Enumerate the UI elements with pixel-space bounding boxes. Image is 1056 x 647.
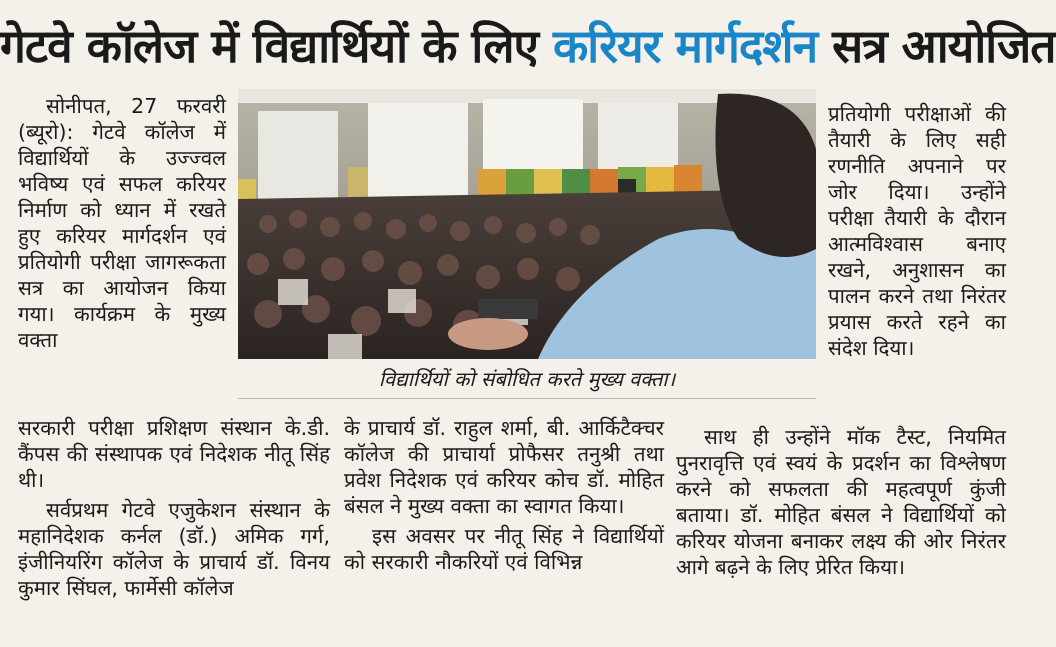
article-paragraph-strategy: प्रतियोगी परीक्षाओं की तैयारी के लिए सही रणनीति अपनाने पर जोर दिया। उन्होंने परीक्षा तैयारी के दौरान आत्मविश्वास बनाए रखने, अनुशासन का पालन करने तथा निरंतर प्रयास करते रहने का संदेश दिया। <box>828 102 1006 360</box>
article-paragraph-welcome: सर्वप्रथम गेटवे एजुकेशन संस्थान के महानिदेशक कर्नल (डॉ.) अमिक गर्ग, इंजीनियरिंग कॉलेज के प्राचार्य डॉ. विनय कुमार सिंघल, फार्मेसी कॉलेज <box>18 498 330 600</box>
article-col3-top <box>828 101 1006 421</box>
article-col1-bottom <box>18 415 330 647</box>
auditorium-photo-image <box>238 89 816 359</box>
article-col3-bottom <box>676 424 1006 647</box>
article-paragraph-welcome-continued: के प्राचार्य डॉ. राहुल शर्मा, बी. आर्किटैक्चर कॉलेज की प्राचार्या प्रोफैसर तनुश्री तथा प्रवेश निदेशक एवं करियर कोच डॉ. मोहित बंसल ने मुख्य वक्ता का स्वागत किया। <box>344 416 664 518</box>
headline-highlight: करियर मार्गदर्शन <box>552 19 818 73</box>
headline-part1: गेटवे कॉलेज में विद्यार्थियों के लिए <box>0 19 553 73</box>
article-col1-top <box>18 93 226 413</box>
headline-part2: सत्र आयोजित <box>817 19 1056 73</box>
article-paragraph-mock-test: साथ ही उन्होंने मॉक टैस्ट, नियमित पुनरावृत्ति एवं स्वयं के प्रदर्शन का विश्लेषण करने को सफलता की महत्वपूर्ण कुंजी बताया। डॉ. मोहित बंसल ने विद्यार्थियों को करियर योजना बनाकर लक्ष्य की ओर निरंतर आगे बढ़ने के लिए प्रेरित किया। <box>676 425 1006 579</box>
article-lead-paragraph: सोनीपत, 27 फरवरी (ब्यूरो): गेटवे कॉलेज में विद्यार्थियों के उज्ज्वल भविष्य एवं सफल करियर निर्माण को ध्यान में रखते हुए करियर मार्गदर्शन एवं प्रतियोगी परीक्षा जागरूकता सत्र का आयोजन किया गया। कार्यक्रम के मुख्य वक्ता <box>18 94 226 352</box>
headline <box>0 6 1056 86</box>
caption-divider <box>238 398 816 399</box>
event-photo <box>238 89 816 359</box>
photo-caption: विद्यार्थियों को संबोधित करते मुख्य वक्ता। <box>378 367 676 391</box>
article-paragraph-speaker: सरकारी परीक्षा प्रशिक्षण संस्थान के.डी. कैंपस की संस्थापक एवं निदेशक नीतू सिंह थी। <box>18 416 330 492</box>
article-paragraph-occasion: इस अवसर पर नीतू सिंह ने विद्यार्थियों को सरकारी नौकरियों एवं विभिन्न <box>344 524 664 574</box>
article-col2 <box>344 415 664 647</box>
